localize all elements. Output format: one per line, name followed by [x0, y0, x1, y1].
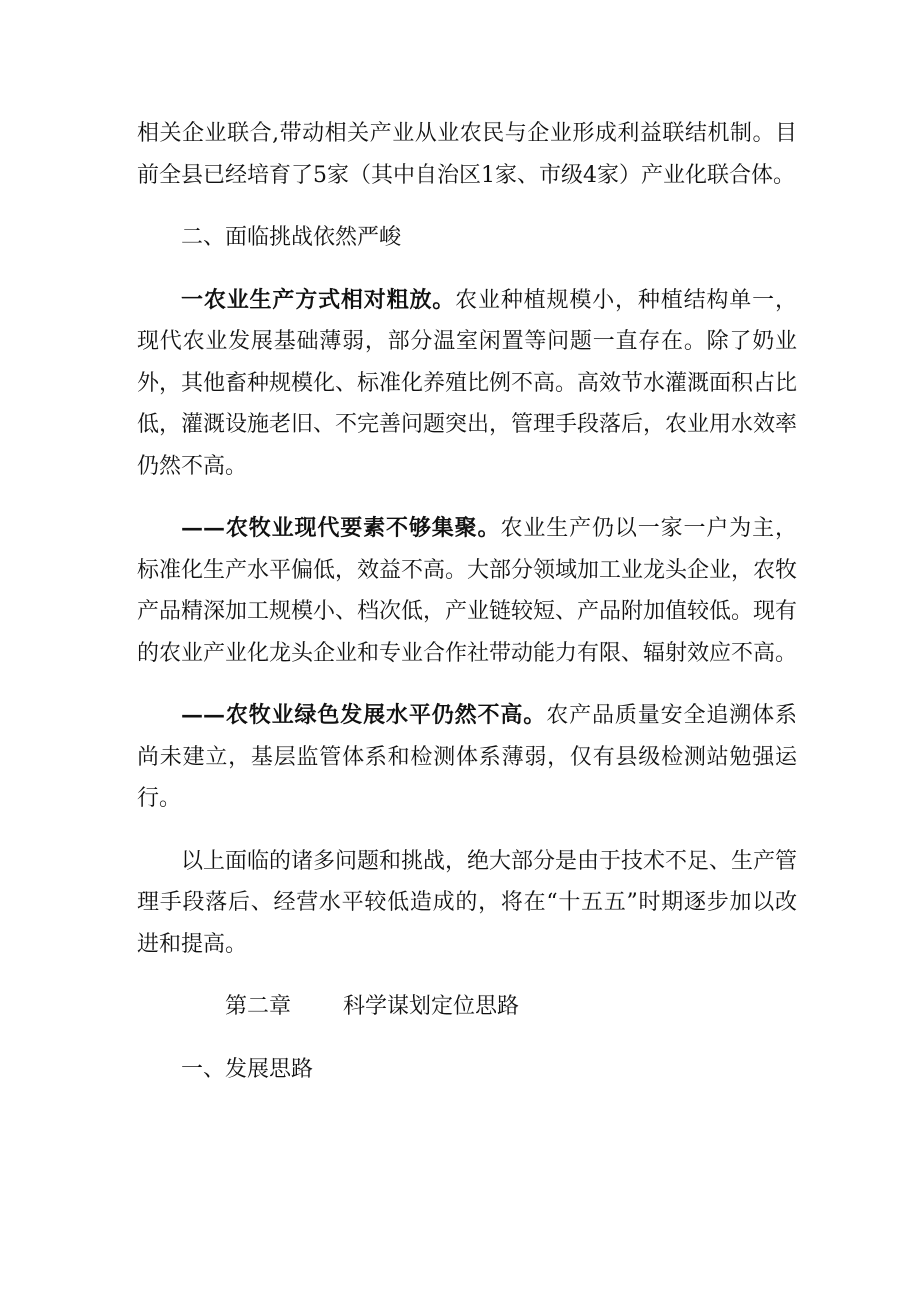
section-heading-challenges: 二、面临挑战依然严峻 [181, 225, 402, 250]
paragraph-industrial-alliance: 相关企业联合,带动相关产业从业农民与企业形成利益联结机制。目前全县已经培育了5家（其中自治区1家、市级4家）产业化联合体。 [137, 121, 797, 188]
paragraph-summary: 以上面临的诸多问题和挑战，绝大部分是由于技术不足、生产管理手段落后、经营水平较低造成的，将在“十五五”时期逐步加以改进和提高。 [137, 848, 798, 957]
challenge-item-modern-elements [137, 508, 797, 674]
challenge-item-production-mode-body: 农业种植规模小，种植结构单一，现代农业发展基础薄弱，部分温室闲置等问题一直存在。除了奶业外，其他畜种规模化、标准化养殖比例不高。高效节水灌溉面积占比低，灌溉设施老旧、不完善问题突出，管理手段落后，农业用水效率仍然不高。 [137, 287, 798, 479]
challenge-item-modern-elements-body: 农业生产仍以一家一户为主，标准化生产水平偏低，效益不高。大部分领域加工业龙头企业，农牧产品精深加工规模小、档次低，产业链较短、产品附加值较低。现有的农业产业化龙头企业和专业合作社带动能力有限、辐射效应不高。 [137, 516, 798, 666]
challenge-item-green-development-body: 农产品质量安全追溯体系尚未建立，基层监管体系和检测体系薄弱，仅有县级检测站勉强运行。 [137, 703, 797, 811]
chapter-title: 科学谋划定位思路 [343, 994, 520, 1019]
chapter-label: 第二章 [225, 994, 292, 1019]
document-content [137, 113, 797, 1090]
section-heading-development-ideas: 一、发展思路 [181, 1056, 314, 1082]
challenge-item-modern-elements-lead: ——农牧业现代要素不够集聚。 [181, 515, 501, 541]
chapter-heading [137, 986, 797, 1028]
challenge-item-production-mode-lead: 一农业生产方式相对粗放。 [181, 286, 456, 313]
challenge-item-green-development [137, 695, 797, 820]
challenge-item-green-development-lead: ——农牧业绿色发展水平仍然不高。 [181, 702, 547, 728]
challenge-item-production-mode [137, 280, 797, 488]
